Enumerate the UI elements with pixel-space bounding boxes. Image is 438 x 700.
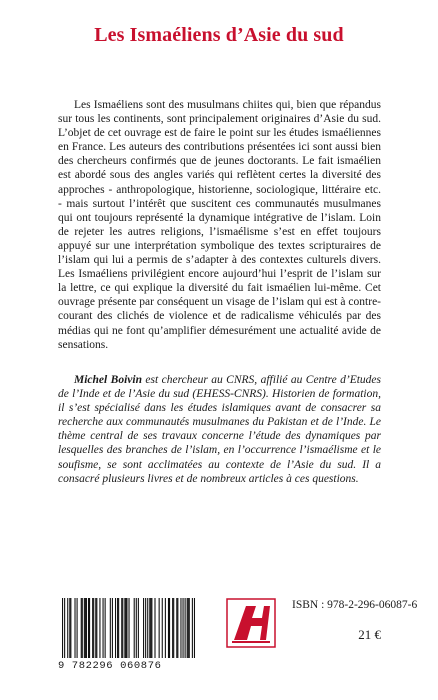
- barcode-bar: [136, 598, 137, 658]
- barcode-bar: [88, 598, 89, 658]
- barcode-bar: [96, 598, 97, 658]
- barcode-bar: [74, 598, 75, 658]
- isbn-number: ISBN : 978-2-296-06087-6: [292, 599, 418, 611]
- barcode-bar: [187, 598, 188, 658]
- barcode-bar: [173, 598, 174, 658]
- barcode-bar: [67, 598, 68, 658]
- barcode-bar: [172, 598, 173, 658]
- barcode-bar: [82, 598, 83, 658]
- barcode-bar: [122, 598, 123, 658]
- barcode-bar: [183, 598, 184, 658]
- barcode-bar: [118, 598, 119, 658]
- barcode-bar: [125, 598, 126, 658]
- barcode-bar: [128, 598, 129, 658]
- barcode-bar: [126, 598, 127, 658]
- barcode-bar: [180, 598, 181, 658]
- barcode-bar: [62, 598, 63, 658]
- barcode-bar: [168, 598, 169, 658]
- barcode-bar: [154, 598, 155, 658]
- price: 21 €: [358, 627, 381, 642]
- barcode-bar: [150, 598, 151, 658]
- barcode-bar: [192, 598, 193, 658]
- barcode-bar: [110, 598, 111, 658]
- barcode-bar: [169, 598, 170, 658]
- barcode-bar: [194, 598, 195, 658]
- publisher-logo-icon: [226, 598, 276, 648]
- barcode-bar: [103, 598, 104, 658]
- barcode-bar: [115, 598, 116, 658]
- barcode-bar: [138, 598, 139, 658]
- barcode-bar: [185, 598, 186, 658]
- barcode-bar: [77, 598, 78, 658]
- barcode-bar: [143, 598, 144, 658]
- book-summary: Les Ismaéliens sont des musulmans chiites qui, bien que répandus sur tous les continents, sont principalement originaires d’Asie du sud. L’objet de cet ouvrage est de faire le point sur les études ismaéliennes en France. Les auteurs des contributions présentées ici sont aussi bien des chercheurs confirmés que de jeunes doctorants. Le fait ismaélien est abordé sous des angles variés qui reflètent certes la diversité des approches - anthropologique, historienne, sociologique, littéraire etc. - mais surtout l’intérêt que suscitent ces communautés musulmanes qui ont toujours représenté la dynamique intégrative de l’islam. Loin de rejeter les autres religions, l’ismaélisme s’est en effet toujours appuyé sur une interprétation symbolique des textes scripturaires de l’islam qui lui a permis de s’adapter à des contextes culturels divers. Les Ismaéliens privilégient encore aujourd’hui l’esprit de l’islam sur la lettre, ce qui explique la diversité du fait ismaélien lui-même. Cet ouvrage présente par conséquent un visage de l’islam qui est à contre-courant des clichés de violence et de radicalisme véhiculés par des médias qui ne font qu’amplifier démesurément une actualité avide de sensations.: [58, 99, 381, 351]
- barcode-bar: [92, 598, 93, 658]
- barcode-bar: [162, 598, 163, 658]
- barcode-bar: [159, 598, 160, 658]
- barcode-bar: [177, 598, 178, 658]
- author-bio-text: est chercheur au CNRS, affilié au Centre d’Etudes de l’Inde et de l’Asie du sud (EHESS-CNRS). Historien de formation, il s’est spécialisé dans les études islamiques avant de consacrer sa recherche aux communautés musulmanes du Pakistan et de l’Inde. Le thème central de ses travaux concerne l’étude des dynamiques par lesquelles des branches de l’islam, en l’occurrence l’ismaélisme et le soufisme, se sont acclimatées au contexte de l’Asie du sud. Il a consacré plusieurs livres et de nombreux articles à ces questions.: [58, 374, 381, 485]
- book-title: Les Ismaéliens d’Asie du sud: [94, 24, 344, 46]
- barcode-bar: [95, 598, 96, 658]
- author-bio: [58, 373, 381, 486]
- barcode-bar: [189, 598, 190, 658]
- barcode-bar: [165, 598, 166, 658]
- barcode-bar: [105, 598, 106, 658]
- barcode-bar: [99, 598, 100, 658]
- barcode-bar: [176, 598, 177, 658]
- barcode-bar: [188, 598, 189, 658]
- barcode-digits: 9 782296 060876: [58, 660, 162, 672]
- barcode: [58, 598, 200, 674]
- barcode-bar: [64, 598, 65, 658]
- barcode-bar: [69, 598, 70, 658]
- barcode-bars: [62, 598, 196, 658]
- barcode-bar: [145, 598, 146, 658]
- author-name: Michel Boivin: [74, 374, 142, 386]
- barcode-bar: [84, 598, 85, 658]
- barcode-bar: [134, 598, 135, 658]
- barcode-bar: [85, 598, 86, 658]
- barcode-bar: [86, 598, 87, 658]
- barcode-bar: [147, 598, 148, 658]
- barcode-bar: [81, 598, 82, 658]
- barcode-bar: [151, 598, 152, 658]
- barcode-bar: [124, 598, 125, 658]
- barcode-bar: [112, 598, 113, 658]
- barcode-bar: [117, 598, 118, 658]
- barcode-bar: [70, 598, 71, 658]
- barcode-bar: [89, 598, 90, 658]
- barcode-bar: [149, 598, 150, 658]
- barcode-bar: [93, 598, 94, 658]
- barcode-bar: [121, 598, 122, 658]
